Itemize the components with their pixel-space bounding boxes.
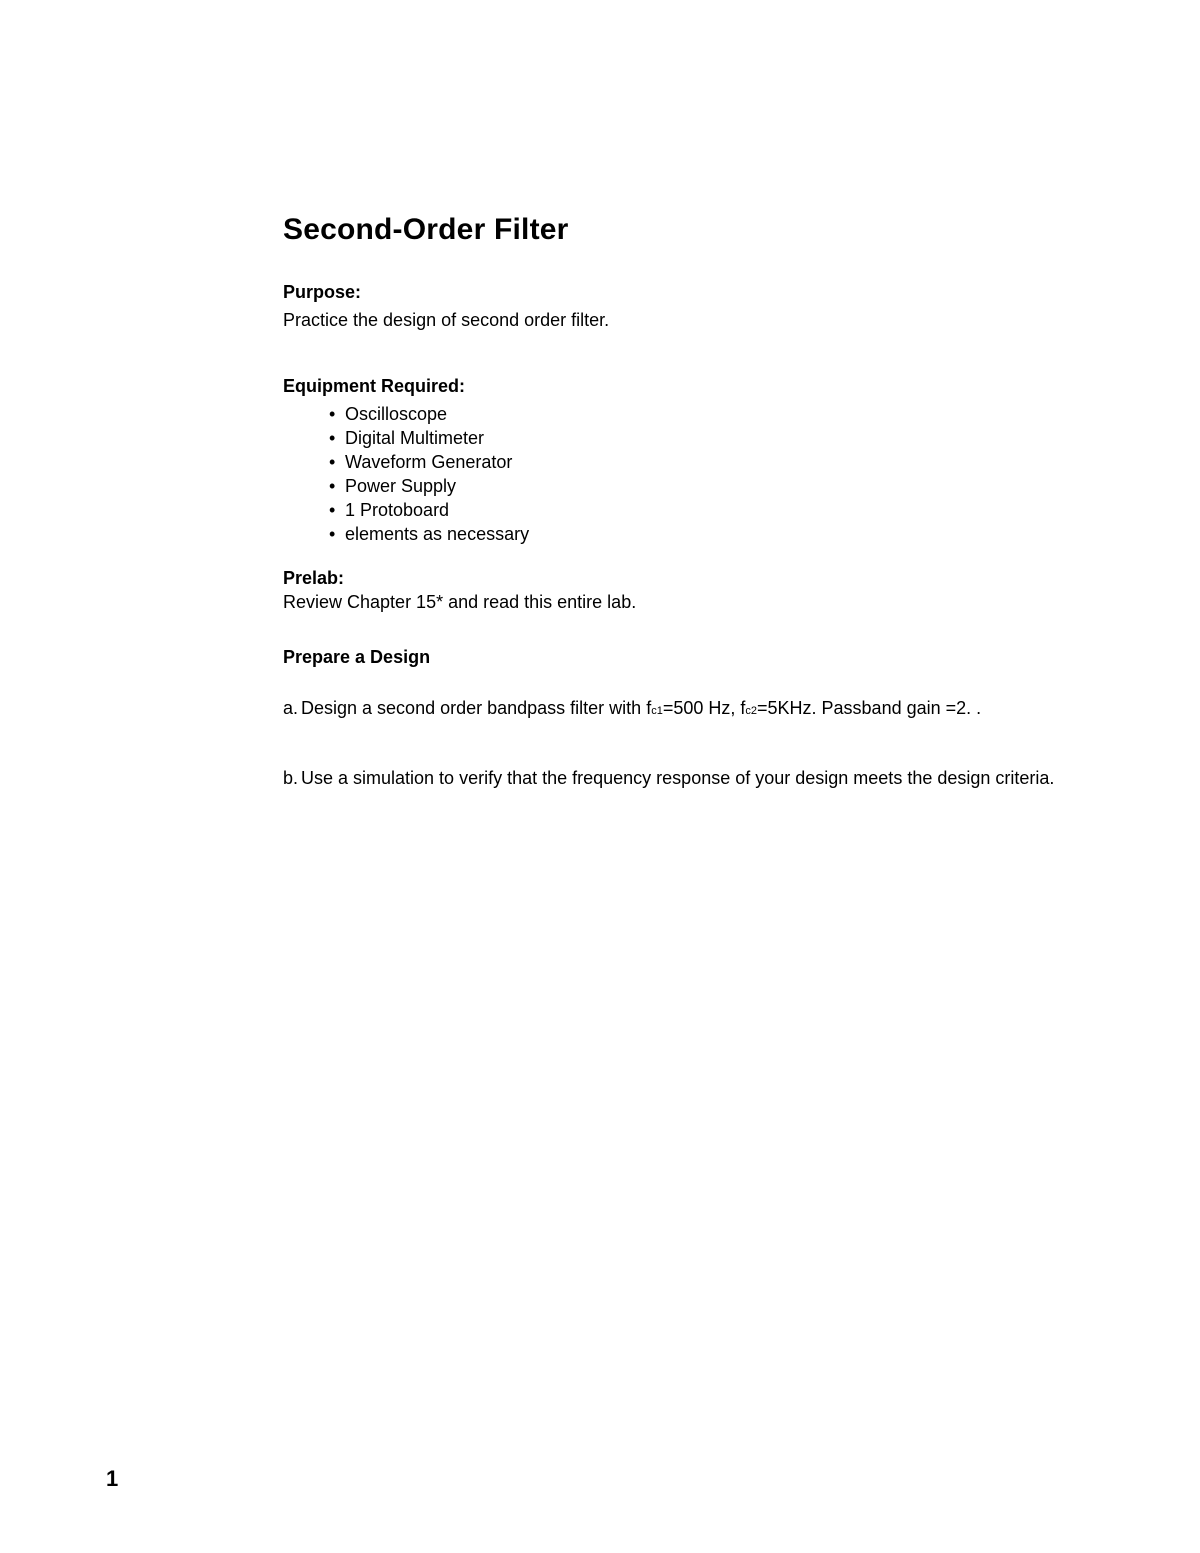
step-marker: b. (283, 768, 299, 788)
step-text (301, 696, 1083, 723)
list-item (329, 474, 1083, 498)
fc2-subscript: c2 (745, 705, 757, 717)
page-title: Second-Order Filter (283, 213, 569, 246)
design-step-a (283, 696, 1083, 723)
list-item (329, 426, 1083, 450)
bullet-icon: • (329, 524, 336, 544)
step-text-part: =5KHz. Passband gain =2. . (757, 698, 982, 718)
equipment-heading: Equipment Required: (283, 376, 466, 396)
equipment-item-label: 1 Protoboard (345, 500, 450, 520)
document-content (283, 210, 1083, 790)
equipment-list (283, 402, 1083, 546)
step-text-part: =500 Hz, f (662, 698, 746, 718)
equipment-item-label: Digital Multimeter (345, 428, 485, 448)
fc1-subscript: c1 (651, 705, 663, 717)
bullet-icon: • (329, 500, 336, 520)
purpose-heading: Purpose: (283, 282, 362, 302)
design-step-b (283, 766, 1083, 790)
list-item (329, 522, 1083, 546)
page-number: 1 (106, 1466, 119, 1491)
prelab-text: Review Chapter 15* and read this entire lab. (283, 592, 637, 612)
design-steps (283, 696, 1083, 790)
bullet-icon: • (329, 428, 336, 448)
bullet-icon: • (329, 452, 336, 472)
purpose-text: Practice the design of second order filter. (283, 310, 610, 330)
step-text: Use a simulation to verify that the frequency response of your design meets the design criteria. (301, 768, 1055, 788)
bullet-icon: • (329, 404, 336, 424)
equipment-item-label: Waveform Generator (345, 452, 513, 472)
design-heading: Prepare a Design (283, 647, 431, 667)
step-marker: a. (283, 698, 299, 718)
equipment-item-label: Oscilloscope (345, 404, 448, 424)
list-item (329, 498, 1083, 522)
equipment-item-label: Power Supply (345, 476, 457, 496)
step-text-part: Design a second order bandpass filter with f (301, 698, 652, 718)
list-item (329, 402, 1083, 426)
prelab-heading: Prelab: (283, 568, 345, 588)
bullet-icon: • (329, 476, 336, 496)
list-item (329, 450, 1083, 474)
equipment-item-label: elements as necessary (345, 524, 530, 544)
